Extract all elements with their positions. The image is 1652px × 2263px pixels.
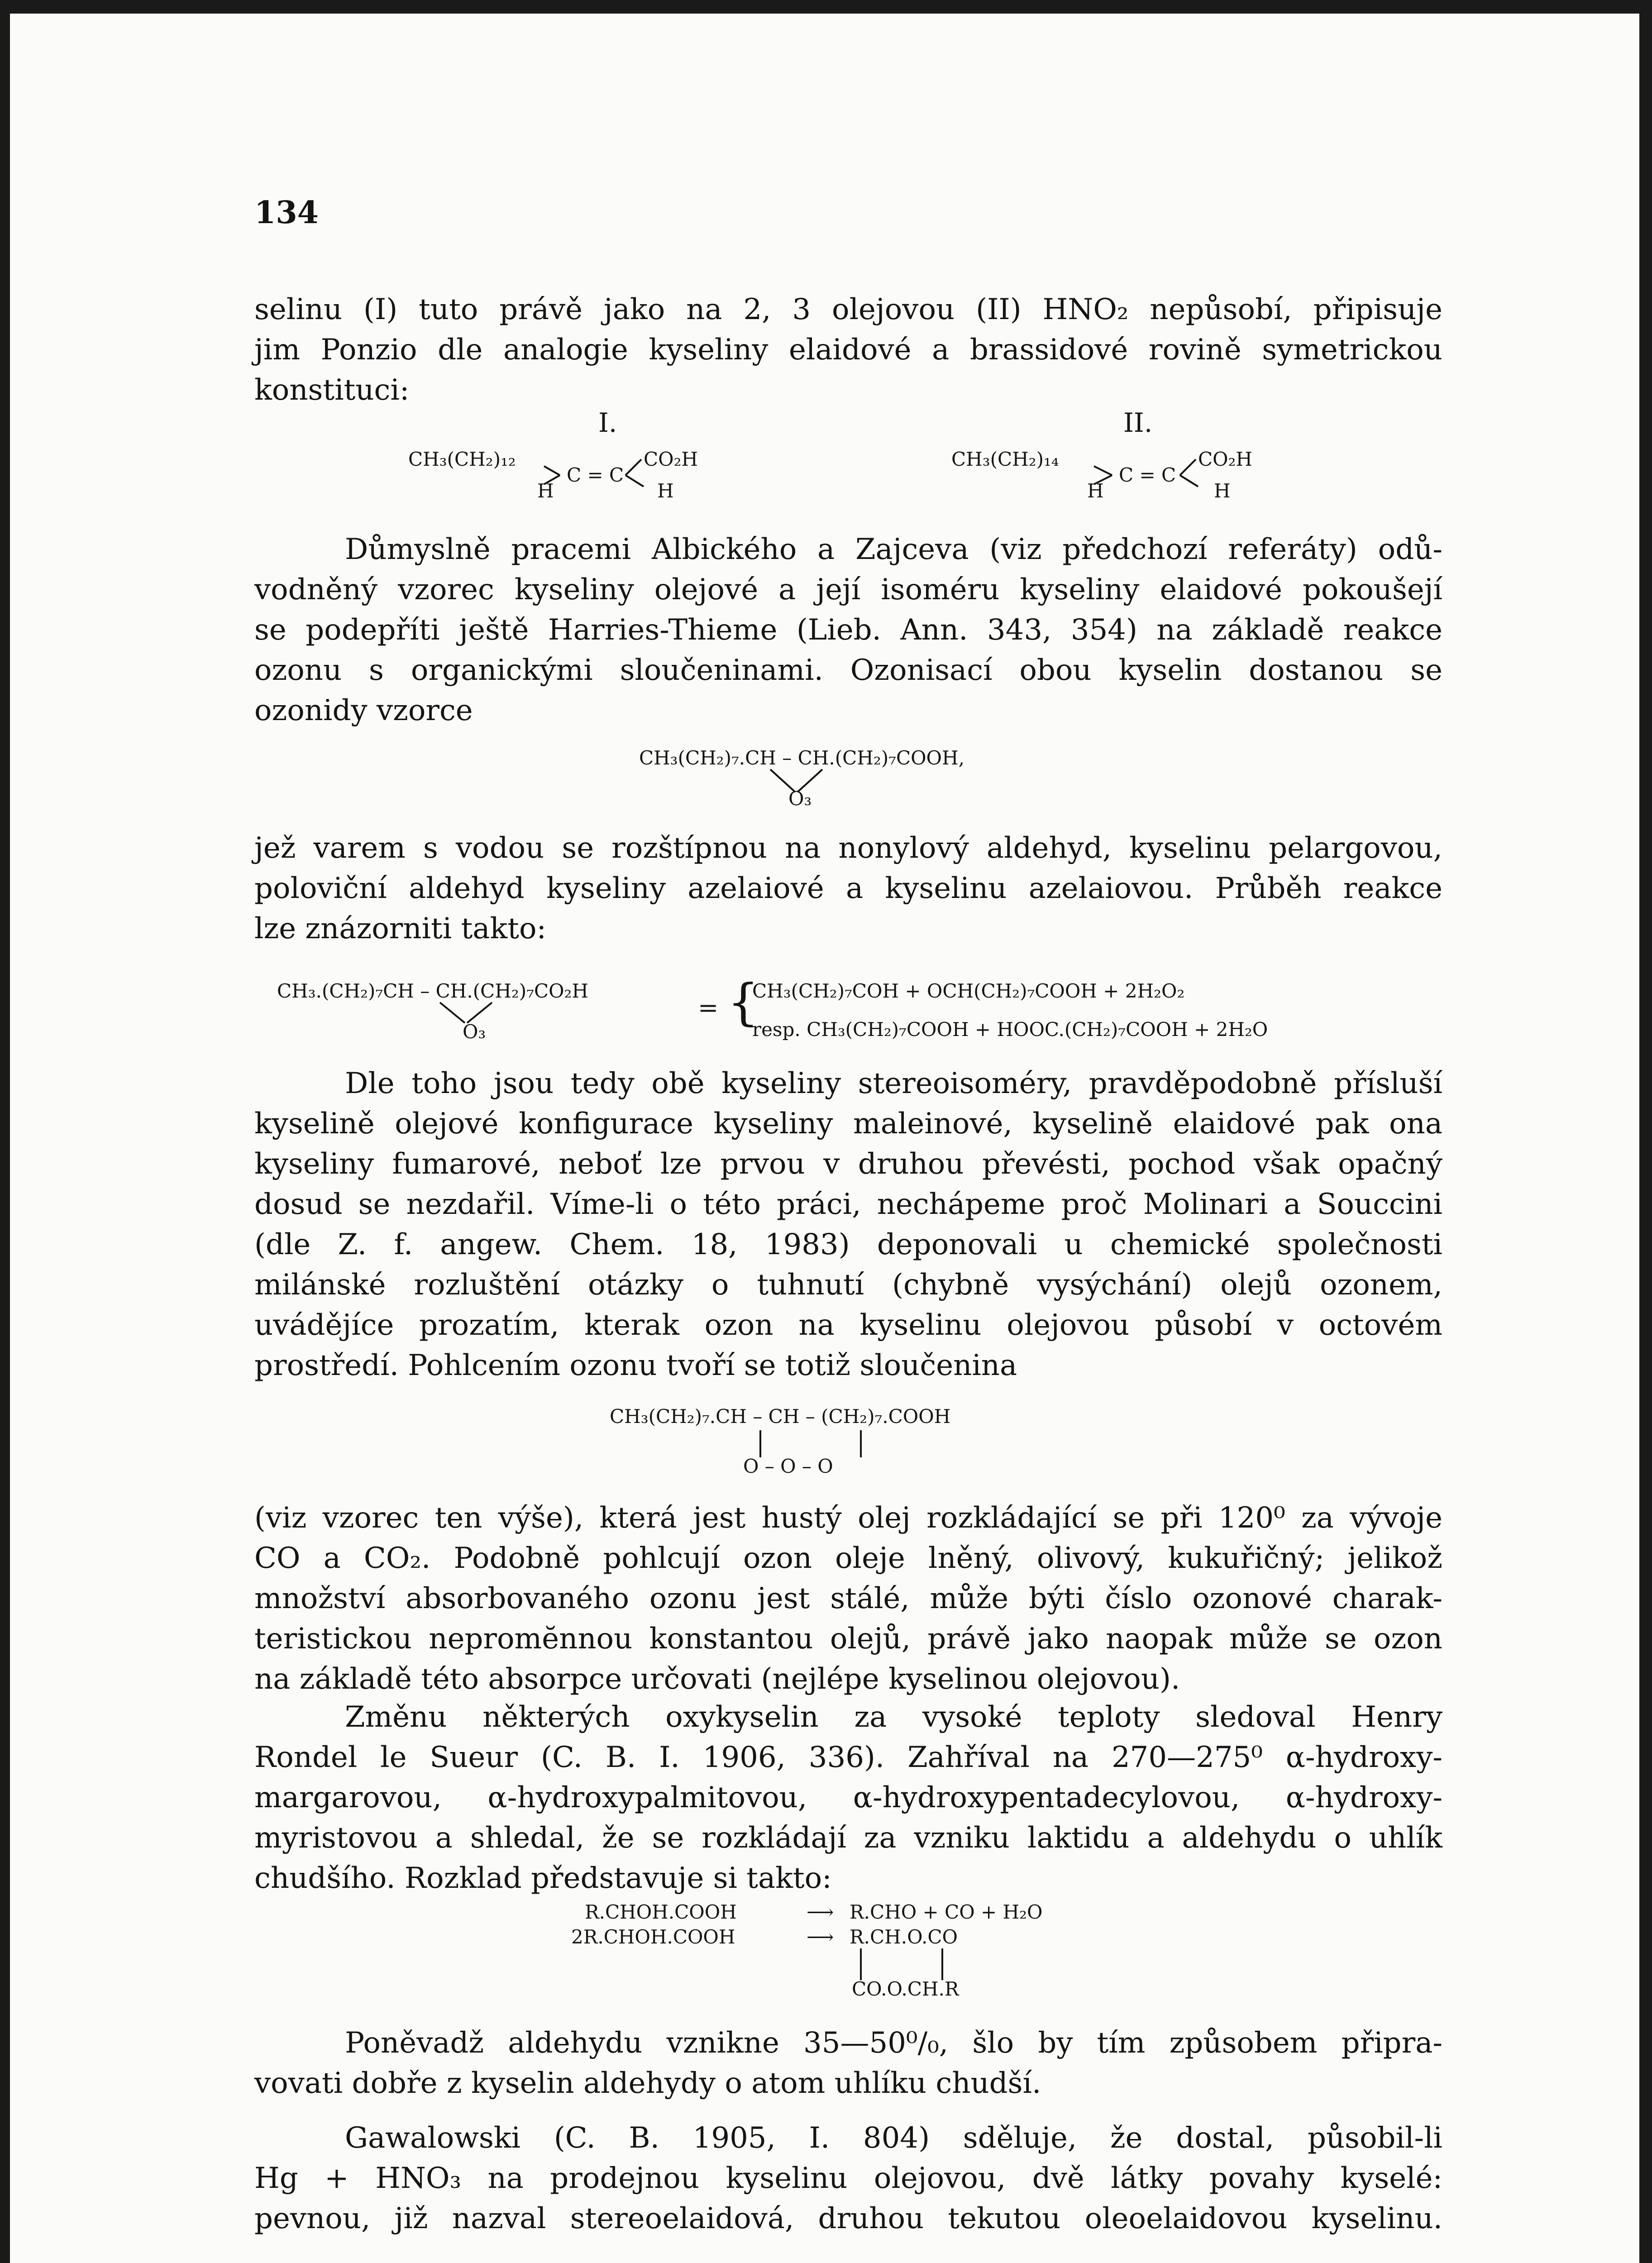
bond-line xyxy=(544,475,560,484)
text-line: Změnu některých oxykyselin za vysoké teploty sledoval Henry xyxy=(345,1700,1442,1734)
formula-decomp-line3: CO.O.CH.R xyxy=(852,1978,959,2000)
bond-line xyxy=(625,475,644,487)
text-line: pevnou, již nazval stereoelaidová, druhou tekutou oleoelaidovou kyselinu. xyxy=(254,2202,1442,2235)
bond-line xyxy=(797,769,822,792)
text-line: margarovou, α-hydroxypalmitovou, α-hydroxypentadecylovou, α-hydroxy- xyxy=(254,1781,1442,1814)
text-line: ozonidy vzorce xyxy=(254,694,473,727)
text-line: (viz vzorec ten výše), která jest hustý olej rozkládající se při 120⁰ za vývoje xyxy=(254,1501,1442,1535)
text-line: milánské rozluštění otázky o tuhnutí (chybně vysýchání) olejů ozonem, xyxy=(254,1268,1442,1302)
text-line: teristickou nepromĕnnou konstantou olejů, právě jako naopak může se ozon xyxy=(254,1622,1442,1656)
text-line: Poněvadž aldehydu vznikne 35—50⁰/₀, šlo by tím způsobem připra- xyxy=(345,2026,1442,2060)
text-line: konstituci: xyxy=(254,373,410,407)
text-line: myristovou a shledal, že se rozkládají za vzniku laktidu a aldehydu o uhlík xyxy=(254,1821,1442,1855)
formula-ozonide-main: CH₃(CH₂)₇.CH – CH.(CH₂)₇COOH, xyxy=(639,747,964,769)
text-line: poloviční aldehyd kyseliny azelaiové a kyselinu azelaiovou. Průběh reakce xyxy=(254,872,1442,905)
formula-decomp-arrow-2: ⟶ xyxy=(807,1926,834,1948)
text-line: na základě této absorpce určovati (nejlépe kyselinou olejovou). xyxy=(254,1662,1180,1696)
text-line: Rondel le Sueur (C. B. I. 1906, 336). Zahříval na 270—275⁰ α-hydroxy- xyxy=(254,1741,1442,1774)
text-line: CO a CO₂. Podobně pohlcují ozon oleje lněný, olivový, kukuřičný; jelikož xyxy=(254,1542,1442,1575)
formula-decomp-line2-left: 2R.CHOH.COOH xyxy=(571,1926,735,1948)
formula-cleavage-left: CH₃.(CH₂)₇CH – CH.(CH₂)₇CO₂H xyxy=(277,980,588,1002)
text-line: kyseliny fumarové, neboť lze prvou v druhou převésti, pochod však opačný xyxy=(254,1147,1442,1181)
formula-label-i: I. xyxy=(598,407,617,438)
bond-line xyxy=(625,459,641,475)
text-line: množství absorbovaného ozonu jest stálé, může býti číslo ozonové charak- xyxy=(254,1582,1442,1615)
text-line: Hg + HNO₃ na prodejnou kyselinu olejovou, dvě látky povahy kyselé: xyxy=(254,2162,1442,2195)
formula-ii-h-left: H xyxy=(1087,480,1104,502)
formula-i-chain: CH₃(CH₂)₁₂ xyxy=(408,448,516,470)
document-page xyxy=(10,14,1639,2263)
text-line: uvádějíce prozatím, kterak ozon na kyselinu olejovou působí v octovém xyxy=(254,1308,1442,1342)
formula-decomp-line1-left: R.CHOH.COOH xyxy=(585,1901,737,1923)
text-line: lze znázorniti takto: xyxy=(254,912,547,945)
text-line: Dle toho jsou tedy obě kyseliny stereoisoméry, pravděpodobně přísluší xyxy=(345,1067,1442,1100)
formula-i-h-left: H xyxy=(537,480,554,502)
formula-ii-double-bond: C = C xyxy=(1119,464,1176,486)
formula-cleavage-equals: = xyxy=(698,993,719,1022)
formula-ozonide-linear-main: CH₃(CH₂)₇.CH – CH – (CH₂)₇.COOH xyxy=(610,1405,951,1428)
bond-line xyxy=(1180,459,1196,475)
text-line: (dle Z. f. angew. Chem. 18, 1983) deponovali u chemické společnosti xyxy=(254,1228,1442,1261)
formula-cleavage-brace: { xyxy=(727,973,759,1031)
formula-i-double-bond: C = C xyxy=(567,464,624,486)
formula-cleavage-product-2: resp. CH₃(CH₂)₇COOH + HOOC.(CH₂)₇COOH + 2H₂O xyxy=(752,1018,1268,1041)
formula-cleavage-product-1: CH₃(CH₂)₇COH + OCH(CH₂)₇COOH + 2H₂O₂ xyxy=(752,980,1185,1002)
bond-line xyxy=(467,1003,492,1023)
text-line: kyselině olejové konfigurace kyseliny maleinové, kyselině elaidové pak ona xyxy=(254,1107,1442,1141)
formula-i-h-right: H xyxy=(657,480,674,502)
text-line: ozonu s organickými sloučeninami. Ozonisací obou kyselin dostanou se xyxy=(254,654,1442,687)
text-line: Gawalowski (C. B. 1905, I. 804) sděluje, že dostal, působil-li xyxy=(345,2121,1442,2155)
text-line: jež varem s vodou se rozštípnou na nonylový aldehyd, kyselinu pelargovou, xyxy=(254,831,1442,865)
text-line: vovati dobře z kyselin aldehydy o atom uhlíku chudší. xyxy=(254,2067,1041,2100)
bond-line xyxy=(1094,475,1112,484)
text-line: dosud se nezdařil. Víme-li o této práci, nechápeme proč Molinari a Souccini xyxy=(254,1188,1442,1221)
formula-i-acid: CO₂H xyxy=(644,448,698,470)
text-line: selinu (I) tuto právě jako na 2, 3 olejovou (II) HNO₂ nepůsobí, připisuje xyxy=(254,293,1442,326)
formula-decomp-line1-right: R.CHO + CO + H₂O xyxy=(850,1901,1043,1923)
text-line: vodněný vzorec kyseliny olejové a její isoméru kyseliny elaidové pokoušejí xyxy=(254,573,1442,606)
formula-cleavage-o3: O₃ xyxy=(463,1021,486,1043)
formula-ii-acid: CO₂H xyxy=(1198,448,1253,470)
formula-ii-h-right: H xyxy=(1214,480,1231,502)
formula-ozonide-linear-bottom: O – O – O xyxy=(743,1455,833,1477)
bond-line xyxy=(1180,475,1198,487)
bond-line xyxy=(1094,466,1112,475)
formula-bond-lines xyxy=(10,14,1639,2263)
bond-line xyxy=(544,466,560,475)
text-line: jim Ponzio dle analogie kyseliny elaidové a brassidové rovině symetrickou xyxy=(254,333,1442,367)
bond-line xyxy=(440,1003,465,1023)
formula-decomp-line2-right: R.CH.O.CO xyxy=(850,1926,958,1948)
text-line: se podepříti ještě Harries-Thieme (Lieb. Ann. 343, 354) na základě reakce xyxy=(254,613,1442,647)
text-line: chudšího. Rozklad představuje si takto: xyxy=(254,1862,832,1895)
page-number: 134 xyxy=(254,195,319,231)
formula-decomp-arrow-1: ⟶ xyxy=(807,1901,834,1923)
text-line: prostředí. Pohlcením ozonu tvoří se totiž sloučenina xyxy=(254,1349,1017,1382)
formula-ozonide-o3: O₃ xyxy=(788,788,812,810)
formula-label-ii: II. xyxy=(1123,407,1153,438)
bond-line xyxy=(770,769,795,792)
formula-ii-chain: CH₃(CH₂)₁₄ xyxy=(951,448,1059,470)
text-line: Důmyslně pracemi Albického a Zajceva (viz předchozí referáty) odů- xyxy=(345,533,1442,566)
